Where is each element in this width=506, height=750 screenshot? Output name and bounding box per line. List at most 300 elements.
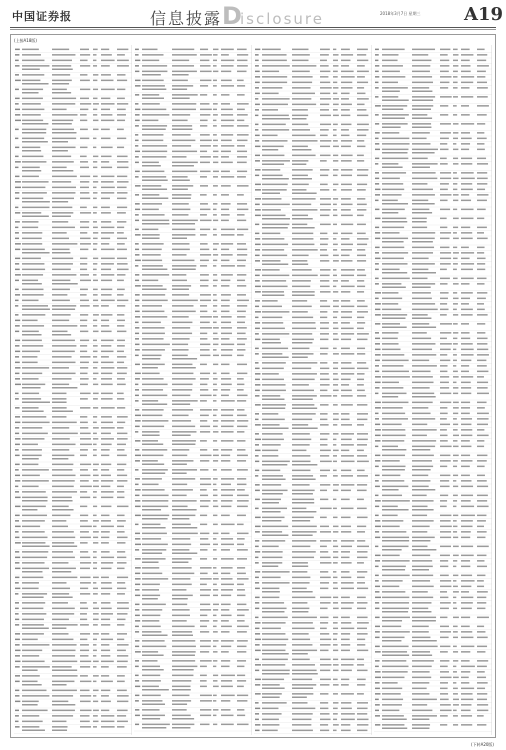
small-print-text: [382, 132, 399, 134]
small-print-text: [221, 426, 234, 428]
small-print-text: [15, 619, 19, 621]
small-print-text: [52, 422, 77, 424]
small-print-text: [200, 631, 209, 633]
small-print-text: [333, 608, 339, 610]
small-print-text: [237, 54, 248, 56]
small-print-text: [117, 588, 126, 590]
small-print-text: [357, 140, 364, 142]
small-print-text: [262, 511, 281, 513]
small-print-text: [172, 285, 191, 287]
small-print-text: [135, 484, 139, 486]
small-print-text: [101, 340, 114, 342]
small-print-text: [80, 340, 89, 342]
small-print-text: [93, 249, 97, 251]
small-print-text: [262, 470, 280, 472]
small-print-text: [101, 613, 113, 615]
small-print-text: [15, 378, 20, 380]
small-print-text: [477, 446, 484, 448]
small-print-text: [453, 455, 459, 457]
small-print-text: [412, 682, 429, 684]
small-print-text: [213, 85, 217, 87]
small-print-text: [262, 317, 282, 319]
small-print-text: [440, 418, 447, 420]
small-print-text: [382, 82, 398, 84]
small-print-text: [15, 74, 19, 76]
small-print-text: [22, 331, 39, 333]
small-print-text: [320, 664, 331, 666]
small-print-text: [382, 704, 402, 706]
small-print-text: [440, 677, 452, 679]
small-print-text: [255, 470, 259, 472]
small-print-text: [320, 708, 328, 710]
small-print-text: [93, 464, 99, 466]
small-print-text: [477, 194, 488, 196]
small-print-text: [101, 305, 109, 307]
small-print-text: [142, 134, 163, 136]
small-print-text: [93, 542, 98, 544]
small-print-text: [200, 234, 207, 236]
small-print-text: [255, 328, 260, 330]
small-print-text: [382, 343, 399, 345]
small-print-text: [142, 311, 164, 313]
small-print-text: [52, 167, 67, 169]
small-print-text: [22, 726, 39, 728]
small-print-text: [292, 224, 307, 226]
small-print-text: [357, 93, 365, 95]
small-print-text: [117, 520, 126, 522]
small-print-text: [117, 619, 125, 621]
small-print-text: [135, 533, 140, 535]
small-print-text: [200, 355, 210, 357]
small-print-text: [52, 670, 77, 672]
small-print-text: [142, 229, 158, 231]
small-print-text: [375, 626, 380, 628]
small-print-text: [341, 633, 350, 635]
small-print-text: [453, 338, 457, 340]
small-print-text: [52, 373, 76, 375]
small-print-text: [255, 444, 259, 446]
small-print-text: [357, 104, 365, 106]
small-print-text: [221, 54, 229, 56]
small-print-text: [80, 602, 87, 604]
small-print-text: [320, 639, 331, 641]
small-print-text: [172, 311, 196, 313]
small-print-text: [52, 515, 70, 517]
small-print-text: [213, 680, 217, 682]
small-print-text: [15, 280, 19, 282]
small-print-text: [341, 368, 355, 370]
small-print-text: [255, 461, 259, 463]
small-print-text: [382, 555, 400, 557]
small-print-text: [382, 424, 402, 426]
small-print-text: [461, 407, 470, 409]
small-print-text: [412, 152, 435, 154]
small-print-text: [80, 557, 90, 559]
small-print-text: [52, 181, 71, 183]
small-print-text: [52, 212, 73, 214]
small-print-text: [357, 644, 365, 646]
small-print-text: [382, 247, 404, 249]
small-print-text: [15, 433, 19, 435]
small-print-text: [101, 161, 109, 163]
small-print-text: [461, 626, 470, 628]
small-print-text: [93, 198, 97, 200]
small-print-text: [135, 156, 139, 158]
small-print-text: [135, 631, 139, 633]
small-print-text: [357, 135, 366, 137]
small-print-text: [22, 258, 41, 260]
small-print-text: [255, 724, 260, 726]
small-print-text: [320, 348, 328, 350]
small-print-text: [341, 238, 349, 240]
small-print-text: [453, 555, 459, 557]
small-print-text: [453, 200, 458, 202]
small-print-text: [292, 291, 315, 293]
small-print-text: [341, 291, 350, 293]
small-print-text: [262, 433, 283, 435]
small-print-text: [292, 342, 312, 344]
small-print-text: [117, 356, 126, 358]
small-print-text: [172, 355, 188, 357]
small-print-text: [262, 384, 286, 386]
small-print-text: [320, 602, 331, 604]
small-print-text: [333, 713, 338, 715]
small-print-text: [22, 216, 49, 218]
small-print-text: [135, 234, 141, 236]
small-print-text: [22, 378, 39, 380]
small-print-text: [15, 666, 20, 668]
small-print-text: [101, 147, 113, 149]
small-print-text: [333, 413, 339, 415]
small-print-text: [440, 475, 450, 477]
small-print-text: [375, 520, 380, 522]
small-print-text: [80, 147, 87, 149]
small-print-text: [213, 311, 217, 313]
small-print-text: [262, 517, 284, 519]
small-print-text: [172, 640, 195, 642]
small-print-text: [453, 278, 458, 280]
small-print-text: [142, 478, 162, 480]
small-print-text: [453, 580, 456, 582]
small-print-text: [357, 124, 369, 126]
small-print-text: [440, 163, 448, 165]
small-print-text: [375, 413, 379, 415]
small-print-text: [382, 509, 409, 511]
small-print-text: [22, 475, 40, 477]
small-print-text: [292, 428, 318, 430]
small-print-text: [135, 60, 140, 62]
small-print-text: [172, 455, 187, 457]
small-print-text: [477, 60, 486, 62]
small-print-text: [440, 602, 451, 604]
small-print-text: [15, 54, 19, 56]
small-print-text: [142, 646, 166, 648]
small-print-text: [142, 151, 167, 153]
small-print-text: [357, 280, 364, 282]
small-print-text: [255, 622, 261, 624]
disclosure-table-area: [10, 34, 496, 738]
small-print-text: [412, 509, 434, 511]
small-print-text: [213, 631, 218, 633]
small-print-text: [333, 109, 338, 111]
small-print-text: [375, 393, 378, 395]
small-print-text: [142, 203, 162, 205]
small-print-text: [15, 147, 19, 149]
small-print-text: [412, 338, 431, 340]
small-print-text: [357, 339, 367, 341]
small-print-text: [221, 65, 234, 67]
small-print-text: [117, 497, 124, 499]
small-print-text: [221, 171, 230, 173]
small-print-text: [93, 444, 97, 446]
small-print-text: [172, 114, 190, 116]
small-print-text: [142, 455, 163, 457]
small-print-text: [262, 322, 283, 324]
small-print-text: [93, 422, 97, 424]
small-print-text: [341, 702, 351, 704]
small-print-text: [440, 704, 451, 706]
small-print-text: [477, 682, 488, 684]
small-print-text: [453, 143, 456, 145]
small-print-text: [117, 710, 128, 712]
small-print-text: [440, 506, 447, 508]
small-print-text: [213, 203, 217, 205]
small-print-text: [52, 132, 76, 134]
small-print-text: [15, 176, 19, 178]
small-print-text: [255, 379, 260, 381]
small-print-text: [200, 294, 211, 296]
small-print-text: [101, 491, 114, 493]
small-print-text: [292, 679, 312, 681]
small-print-text: [142, 378, 164, 380]
small-print-text: [142, 198, 168, 200]
small-print-text: [477, 371, 488, 373]
small-print-text: [357, 384, 364, 386]
small-print-text: [80, 181, 89, 183]
small-print-text: [333, 311, 338, 313]
small-print-text: [412, 109, 431, 111]
small-print-text: [477, 138, 487, 140]
small-print-text: [357, 379, 364, 381]
small-print-text: [382, 646, 409, 648]
small-print-text: [412, 466, 433, 468]
small-print-text: [22, 201, 50, 203]
small-print-text: [213, 151, 218, 153]
small-print-text: [453, 138, 458, 140]
small-print-text: [292, 379, 315, 381]
small-print-text: [262, 702, 287, 704]
small-print-text: [382, 531, 406, 533]
small-print-text: [221, 549, 230, 551]
small-print-text: [440, 626, 449, 628]
small-print-text: [412, 127, 431, 129]
small-print-text: [292, 164, 306, 166]
small-print-text: [262, 499, 281, 501]
small-print-text: [382, 54, 398, 56]
small-print-text: [15, 274, 21, 276]
small-print-text: [237, 675, 245, 677]
small-print-text: [292, 697, 307, 699]
small-print-text: [375, 163, 378, 165]
small-print-text: [461, 60, 470, 62]
small-print-text: [237, 426, 248, 428]
small-print-text: [200, 651, 209, 653]
small-print-text: [382, 194, 402, 196]
header-rule-thin: [10, 29, 496, 30]
small-print-text: [320, 124, 331, 126]
small-print-text: [200, 640, 211, 642]
small-print-text: [93, 449, 97, 451]
small-print-text: [292, 87, 311, 89]
small-print-text: [213, 234, 217, 236]
small-print-text: [22, 639, 38, 641]
small-print-text: [213, 125, 217, 127]
small-print-text: [80, 80, 90, 82]
small-print-text: [200, 515, 207, 517]
small-print-text: [221, 478, 234, 480]
small-print-text: [461, 440, 470, 442]
table-column-2-texture: [134, 45, 252, 735]
small-print-text: [80, 624, 89, 626]
small-print-text: [333, 633, 338, 635]
small-print-text: [52, 633, 68, 635]
small-print-text: [117, 506, 128, 508]
small-print-text: [213, 285, 217, 287]
small-print-text: [52, 187, 76, 189]
small-print-text: [440, 349, 451, 351]
small-print-text: [200, 373, 210, 375]
small-print-text: [172, 675, 193, 677]
small-print-text: [453, 546, 459, 548]
small-print-text: [172, 214, 188, 216]
small-print-text: [320, 224, 331, 226]
small-print-text: [477, 183, 487, 185]
small-print-text: [262, 295, 284, 297]
small-print-text: [292, 439, 311, 441]
small-print-text: [292, 54, 310, 56]
small-print-text: [375, 338, 380, 340]
small-print-text: [22, 156, 43, 158]
small-print-text: [333, 622, 338, 624]
small-print-text: [412, 221, 427, 223]
small-print-text: [93, 314, 99, 316]
small-print-text: [357, 260, 366, 262]
small-print-text: [440, 209, 450, 211]
small-print-text: [93, 207, 97, 209]
small-print-text: [255, 160, 260, 162]
small-print-text: [15, 602, 19, 604]
small-print-text: [15, 65, 19, 67]
small-print-text: [357, 368, 368, 370]
small-print-text: [440, 298, 448, 300]
small-print-text: [440, 460, 451, 462]
small-print-text: [135, 71, 139, 73]
small-print-text: [22, 593, 47, 595]
small-print-text: [15, 639, 20, 641]
small-print-text: [255, 129, 258, 131]
small-print-text: [213, 558, 217, 560]
small-print-text: [135, 578, 141, 580]
small-print-text: [292, 255, 309, 257]
small-print-text: [262, 404, 286, 406]
small-print-text: [320, 644, 331, 646]
small-print-text: [375, 402, 381, 404]
small-print-text: [135, 176, 139, 178]
small-print-text: [382, 118, 405, 120]
small-print-text: [412, 597, 433, 599]
small-print-text: [333, 546, 338, 548]
small-print-text: [461, 580, 475, 582]
small-print-text: [357, 317, 364, 319]
small-print-text: [80, 367, 88, 369]
small-print-text: [93, 187, 97, 189]
small-print-text: [341, 617, 350, 619]
small-print-text: [52, 491, 77, 493]
small-print-text: [292, 450, 306, 452]
small-print-text: [172, 189, 188, 191]
small-print-text: [15, 227, 18, 229]
small-print-text: [333, 60, 338, 62]
small-print-text: [382, 480, 404, 482]
small-print-text: [52, 325, 77, 327]
small-print-text: [412, 82, 433, 84]
small-print-text: [412, 560, 432, 562]
small-print-text: [382, 520, 403, 522]
small-print-text: [142, 435, 160, 437]
small-print-text: [101, 187, 115, 189]
small-print-text: [333, 155, 338, 157]
small-print-text: [101, 221, 111, 223]
small-print-text: [93, 562, 97, 564]
small-print-text: [382, 183, 403, 185]
small-print-text: [477, 475, 485, 477]
small-print-text: [142, 60, 159, 62]
small-print-text: [440, 218, 447, 220]
small-print-text: [15, 557, 20, 559]
small-print-text: [142, 89, 166, 91]
small-print-text: [292, 730, 313, 732]
small-print-text: [461, 96, 473, 98]
small-print-text: [320, 286, 330, 288]
small-print-text: [52, 334, 71, 336]
small-print-text: [382, 418, 408, 420]
small-print-text: [255, 238, 260, 240]
small-print-text: [461, 699, 473, 701]
small-print-text: [382, 269, 400, 271]
small-print-text: [80, 305, 90, 307]
small-print-text: [172, 527, 197, 529]
small-print-text: [142, 558, 166, 560]
small-print-text: [22, 141, 48, 143]
small-print-text: [262, 198, 281, 200]
small-print-text: [382, 602, 409, 604]
small-print-text: [382, 354, 404, 356]
small-print-text: [93, 650, 97, 652]
small-print-text: [22, 710, 48, 712]
small-print-text: [262, 490, 288, 492]
small-print-text: [292, 633, 309, 635]
small-print-text: [172, 538, 190, 540]
small-print-text: [357, 719, 369, 721]
small-print-text: [15, 701, 20, 703]
small-print-text: [461, 194, 469, 196]
small-print-text: [52, 387, 77, 389]
small-print-text: [142, 162, 159, 164]
small-print-text: [333, 238, 336, 240]
small-print-text: [477, 486, 488, 488]
small-print-text: [200, 724, 209, 726]
small-print-text: [357, 693, 364, 695]
